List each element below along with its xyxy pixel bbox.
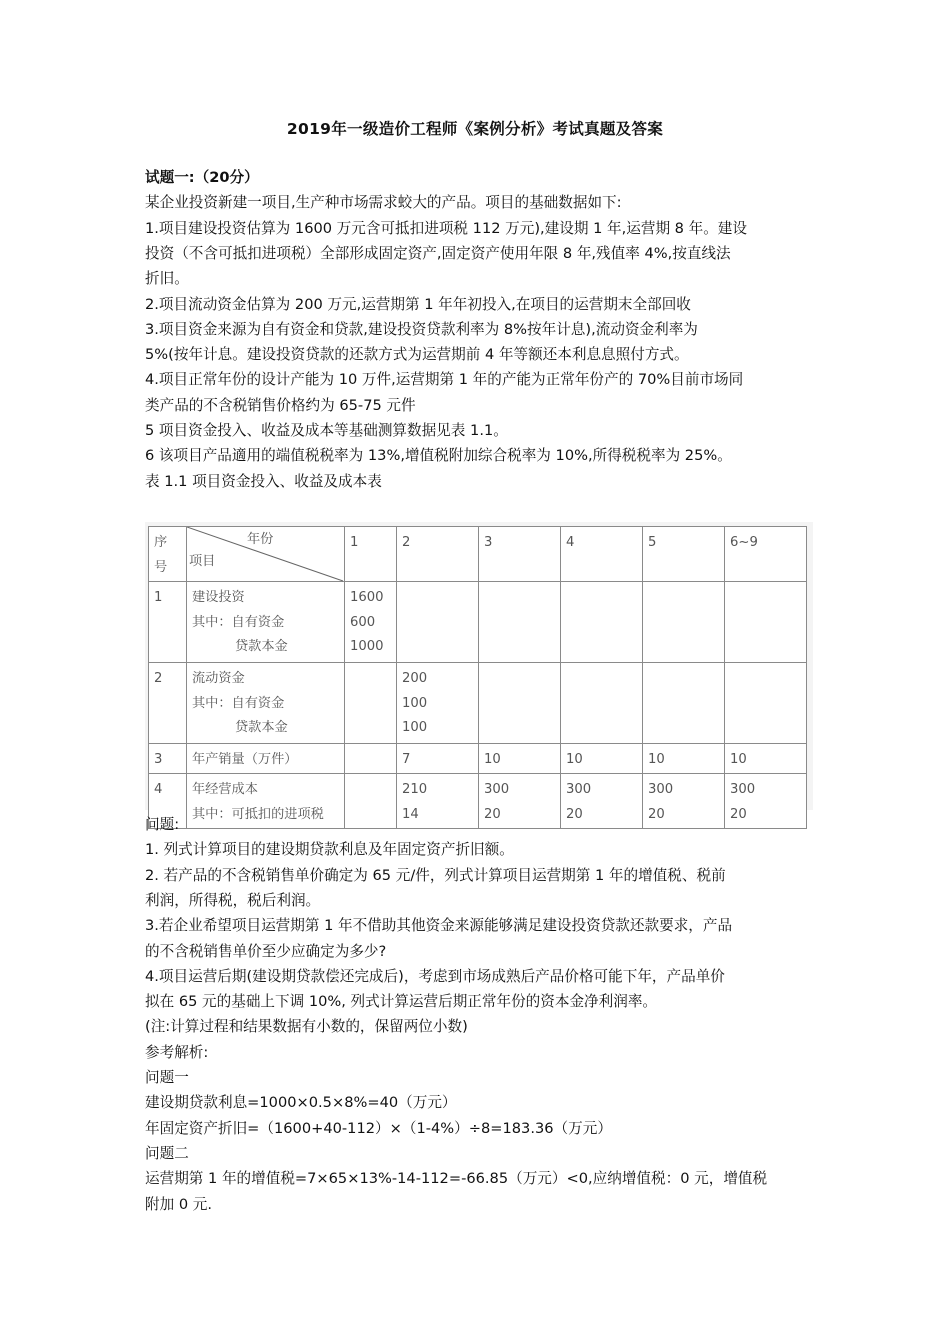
value-cell	[643, 744, 725, 774]
cell-value: 10	[648, 752, 665, 767]
value-cell	[345, 774, 397, 829]
value-cell	[397, 582, 479, 663]
item-label: 其中：自有资金	[192, 614, 285, 630]
year-header-cell	[479, 527, 561, 582]
cell-value: 7	[402, 752, 411, 767]
year-header-cell	[643, 527, 725, 582]
cell-value: 300	[566, 782, 592, 797]
year-header-cell	[561, 527, 643, 582]
year-header: 年份	[247, 532, 274, 547]
cell-value: 20	[648, 806, 665, 822]
cell-value: 210	[402, 782, 428, 797]
value-cell	[479, 663, 561, 744]
question-line: 1. 列式计算项目的建设期贷款利息及年固定资产折旧额。	[145, 841, 514, 859]
value-cell	[479, 774, 561, 829]
cell-value: 20	[730, 806, 747, 822]
seq-cell: 2	[149, 663, 187, 744]
item-label: 年经营成本	[192, 782, 258, 797]
value-cell	[397, 774, 479, 829]
seq-header-1: 序	[154, 535, 168, 550]
cell-value: 10	[566, 752, 583, 767]
value-cell	[643, 582, 725, 663]
question-line: 建设期贷款利息=1000×0.5×8%=40（万元）	[145, 1094, 457, 1112]
cell-value: 100	[402, 695, 428, 711]
item-label: 流动资金	[192, 671, 245, 686]
value-cell	[561, 582, 643, 663]
value-cell	[725, 663, 807, 744]
year-header-cell	[725, 527, 807, 582]
question-line: 运营期第 1 年的增值税=7×65×13%-14-112=-66.85（万元）<0,应纳增值税：0 元，增值税	[145, 1170, 768, 1188]
cell-value: 300	[730, 782, 756, 797]
seq-cell: 4	[149, 774, 187, 829]
question-line: 年固定资产折旧=（1600+40-112）×（1-4%）÷8=183.36（万元）	[145, 1119, 612, 1137]
question-line: 拟在 65 元的基础上下调 10%, 列式计算运营后期正常年份的资本金净利润率。	[145, 993, 658, 1011]
intro-line: 表 1.1 项目资金投入、收益及成本表	[145, 472, 382, 490]
item-label: 年产销量（万件）	[192, 752, 298, 767]
diagonal-header-cell	[187, 527, 345, 582]
seq-header-2: 号	[154, 559, 168, 575]
question-line: (注:计算过程和结果数据有小数的，保留两位小数)	[145, 1018, 468, 1036]
seq-cell: 3	[149, 744, 187, 774]
seq-cell: 1	[149, 582, 187, 663]
question-line: 3.若企业希望项目运营期第 1 年不借助其他资金来源能够满足建设投资贷款还款要求，产品	[145, 917, 733, 935]
data-table	[148, 526, 807, 829]
cell-value: 200	[402, 671, 428, 686]
value-cell	[345, 744, 397, 774]
value-cell	[479, 744, 561, 774]
item-label: 建设投资	[192, 590, 245, 605]
value-cell	[725, 774, 807, 829]
question-line: 2. 若产品的不含税销售单价确定为 65 元/件，列式计算项目运营期第 1 年的增值税、税前	[145, 866, 726, 884]
question-line: 问题:	[145, 816, 180, 833]
value-cell	[725, 582, 807, 663]
item-label: 其中：可抵扣的进项税	[192, 806, 324, 822]
value-cell	[725, 744, 807, 774]
value-cell	[643, 663, 725, 744]
intro-line: 6 该项目产品適用的端值税税率为 13%,增值税附加综合税率为 10%,所得税税率为 25%。	[145, 447, 732, 465]
year-label: 3	[484, 535, 493, 550]
intro-line: 1.项目建设投资估算为 1600 万元含可抵扣进项税 112 万元),建设期 1 年,运营期 8 年。建设	[145, 219, 747, 237]
cell-value: 100	[402, 720, 428, 735]
intro-line: 试题一:（20分）	[145, 169, 259, 186]
item-label: 其中：自有资金	[192, 695, 285, 711]
year-label: 4	[566, 535, 575, 550]
intro-line: 某企业投资新建一项目,生产种市场需求蛟大的产品。项目的基础数据如下:	[145, 194, 622, 212]
value-cell	[397, 663, 479, 744]
intro-line: 2.项目流动资金估算为 200 万元,运营期第 1 年年初投入,在项目的运营期末全部回收	[145, 295, 691, 313]
table-header-row	[149, 527, 807, 582]
table-row	[149, 744, 807, 774]
table-1-1-image	[145, 522, 813, 822]
cell-value: 20	[566, 806, 583, 822]
value-cell	[561, 663, 643, 744]
question-line: 问题一	[145, 1069, 189, 1086]
year-label: 5	[648, 535, 657, 550]
value-cell	[345, 663, 397, 744]
item-label: 贷款本金	[235, 720, 288, 735]
cell-value: 300	[648, 782, 674, 797]
year-label: 1	[350, 535, 359, 550]
cell-value: 10	[730, 752, 747, 767]
intro-line: 类产品的不含税销售价格约为 65-75 元件	[145, 396, 416, 414]
cell-value: 20	[484, 806, 501, 822]
table-row	[149, 774, 807, 829]
question-line: 利润，所得税，税后利润。	[145, 891, 321, 909]
item-cell	[187, 744, 345, 774]
item-cell	[187, 774, 345, 829]
table-row	[149, 582, 807, 663]
cell-value: 10	[484, 752, 501, 767]
item-header: 项目	[189, 554, 216, 569]
cell-value: 14	[402, 806, 419, 822]
value-cell	[561, 744, 643, 774]
year-header-cell	[345, 527, 397, 582]
cell-value: 600	[350, 614, 376, 630]
question-line: 4.项目运营后期(建设期贷款偿还完成后)，考虑到市场成熟后产品价格可能下年，产品单价	[145, 967, 725, 985]
value-cell	[345, 582, 397, 663]
item-label: 贷款本金	[235, 639, 288, 654]
question-line: 参考解析:	[145, 1043, 209, 1061]
item-cell	[187, 582, 345, 663]
intro-line: 4.项目正常年份的设计产能为 10 万件,运营期第 1 年的产能为正常年份产的 70%目前市场同	[145, 371, 744, 389]
year-label: 6~9	[730, 535, 758, 550]
seq-header-cell	[149, 527, 187, 582]
year-label: 2	[402, 535, 411, 550]
intro-line: 5 项目资金投入、收益及成本等基础测算数据见表 1.1。	[145, 422, 508, 439]
value-cell	[479, 582, 561, 663]
value-cell	[561, 774, 643, 829]
question-line: 的不含税销售单价至少应确定为多少?	[145, 942, 387, 960]
intro-line: 投资（不含可抵扣进项税）全部形成固定资产,固定资产使用年限 8 年,残值率 4%,按直线法	[145, 244, 731, 262]
cell-value: 300	[484, 782, 510, 797]
intro-line: 3.项目资金来源为自有资金和贷款,建设投资贷款利率为 8%按年计息),流动资金利率为	[145, 320, 698, 338]
question-line: 问题二	[145, 1144, 189, 1162]
cell-value: 1000	[350, 639, 384, 654]
value-cell	[643, 774, 725, 829]
intro-line: 折旧。	[145, 270, 189, 288]
page-title: 2019年一级造价工程师《案例分析》考试真题及答案	[286, 120, 664, 138]
year-header-cell	[397, 527, 479, 582]
item-cell	[187, 663, 345, 744]
intro-line: 5%(按年计息。建设投资贷款的还款方式为运营期前 4 年等额还本利息息照付方式。	[145, 346, 689, 364]
value-cell	[397, 744, 479, 774]
question-line: 附加 0 元.	[145, 1195, 212, 1213]
table-row	[149, 663, 807, 744]
cell-value: 1600	[350, 590, 384, 605]
